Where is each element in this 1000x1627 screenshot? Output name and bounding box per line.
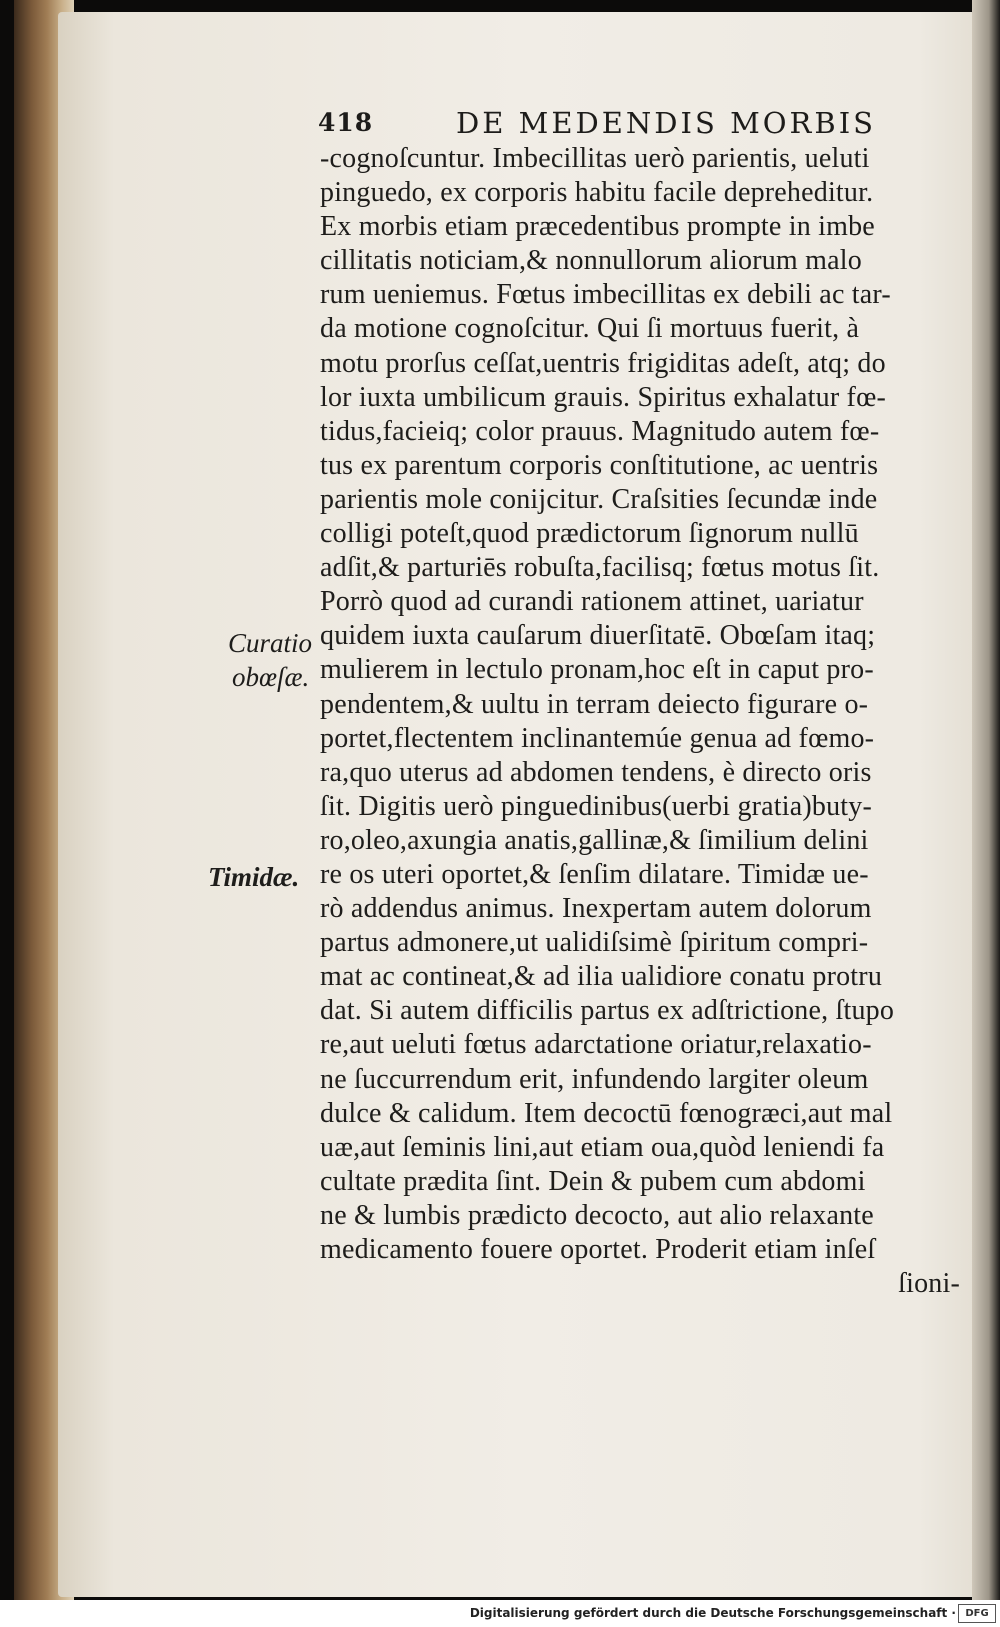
text-line: medicamento fouere oportet. Proderit etiam inſeſ bbox=[320, 1234, 876, 1265]
text-line: portet,flectentem inclinantemúe genua ad fœmo- bbox=[320, 722, 875, 754]
text-line: motu prorſus ceſſat,uentris frigiditas adeſt, atq; do bbox=[320, 347, 886, 379]
dfg-logo: DFG bbox=[958, 1604, 996, 1623]
text-line: mulierem in lectulo pronam,hoc eſt in caput pro- bbox=[320, 654, 874, 686]
text-line: Porrò quod ad curandi rationem attinet, uariatur bbox=[320, 586, 864, 618]
text-line: rum ueniemus. Fœtus imbecillitas ex debili ac tar- bbox=[320, 279, 891, 311]
text-line: colligi poteſt,quod prædictorum ſignorum nullū bbox=[320, 518, 859, 550]
page-number: 418 bbox=[318, 108, 374, 137]
page-edge bbox=[972, 0, 1000, 1600]
footer-bar bbox=[0, 1600, 1000, 1627]
body-text bbox=[320, 142, 960, 1301]
text-line: re os uteri oportet,& ſenſim dilatare. Timidæ ue- bbox=[320, 858, 869, 890]
text-line: ne ſuccurrendum erit, infundendo largiter oleum bbox=[320, 1063, 869, 1095]
text-line: re,aut ueluti fœtus adarctatione oriatur,relaxatio- bbox=[320, 1029, 872, 1061]
text-line: tus ex parentum corporis conſtitutione, ac uentris bbox=[320, 449, 879, 481]
text-line: cultate prædita ſint. Dein & pubem cum abdomi bbox=[320, 1165, 866, 1197]
text-line: ſit. Digitis uerò pinguedinibus(uerbi gratia)buty- bbox=[320, 790, 873, 822]
text-line: lor iuxta umbilicum grauis. Spiritus exhalatur fœ- bbox=[320, 381, 887, 413]
margin-note-timidae: Timidæ. bbox=[208, 862, 300, 892]
text-line: quidem iuxta cauſarum diuerſitatē. Obœſam itaq; bbox=[320, 620, 876, 652]
text-line: ra,quo uterus ad abdomen tendens, è directo oris bbox=[320, 756, 872, 788]
margin-note-curatio: Curatio bbox=[228, 628, 313, 658]
text-line: da motione cognoſcitur. Qui ſi mortuus fuerit, à bbox=[320, 313, 860, 345]
text-line: pinguedo, ex corporis habitu facile depreheditur. bbox=[320, 177, 874, 209]
funding-notice: Digitalisierung gefördert durch die Deutsche Forschungsgemeinschaft · bbox=[469, 1606, 956, 1620]
running-title: DE MEDENDIS MORBIS bbox=[456, 106, 877, 140]
text-line: uæ,aut ſeminis lini,aut etiam oua,quòd leniendi fa bbox=[320, 1131, 885, 1163]
text-line: Ex morbis etiam præcedentibus prompte in imbe bbox=[320, 211, 875, 243]
text-line: dat. Si autem difficilis partus ex adſtrictione, ſtupo bbox=[320, 995, 895, 1027]
text-line: adſit,& parturiēs robuſta,facilisq; fœtus motus ſit. bbox=[320, 552, 880, 584]
text-line: cillitatis noticiam,& nonnullorum aliorum malo bbox=[320, 245, 862, 277]
text-line: ne & lumbis prædicto decocto, aut alio relaxante bbox=[320, 1199, 874, 1231]
text-line: parientis mole conijcitur. Craſsities ſecundæ inde bbox=[320, 483, 878, 515]
page-header bbox=[318, 108, 878, 142]
catchword: ſioni- bbox=[898, 1268, 960, 1300]
margin-note-obaesae: obœſæ. bbox=[232, 662, 310, 692]
text-line: rò addendus animus. Inexpertam autem dolorum bbox=[320, 893, 872, 925]
text-line: ro,oleo,axungia anatis,gallinæ,& ſimilium delini bbox=[320, 824, 869, 856]
text-line: tidus,facieiq; color prauus. Magnitudo autem fœ- bbox=[320, 415, 880, 447]
text-line: mat ac contineat,& ad ilia ualidiore conatu protru bbox=[320, 961, 883, 993]
text-line: pendentem,& uultu in terram deiecto figurare o- bbox=[320, 688, 869, 720]
text-line: -cognoſcuntur. Imbecillitas uerò parientis, ueluti bbox=[320, 143, 870, 174]
text-line: partus admonere,ut ualidiſsimè ſpiritum compri- bbox=[320, 927, 869, 959]
text-line: dulce & calidum. Item decoctū fœnogræci,aut mal bbox=[320, 1097, 893, 1129]
